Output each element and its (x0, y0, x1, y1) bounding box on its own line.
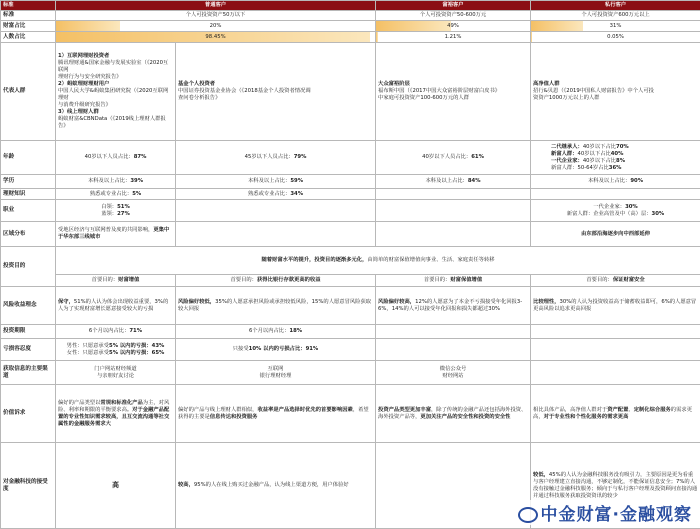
horizon-private (531, 325, 700, 339)
channel-item: 门户网站财经频道 (94, 365, 137, 372)
row-label-knowledge: 理财知识 (1, 189, 56, 200)
header-row (1, 1, 700, 11)
row-wealth-share (1, 21, 700, 32)
value-text: ，希望获得的主要是 (178, 406, 369, 420)
age-private-text: 40岁以下占比 (582, 143, 617, 150)
age-private-line (533, 165, 698, 172)
risk-ordinary-a (56, 287, 176, 325)
risk-private (531, 287, 700, 325)
channel-item: 互联网 (267, 365, 284, 372)
risk-ordinary-b (176, 287, 376, 325)
age-private-label: 新富人群： (551, 150, 578, 157)
occupation-affluent (376, 200, 531, 222)
row-label-occupation: 职业 (1, 200, 56, 222)
goal-summary (56, 247, 700, 275)
region-bold: 更集中于华东部三线城市 (58, 227, 170, 240)
goal-value: 保证财富安全 (612, 277, 645, 283)
occupation-text: 一代企业家： (593, 203, 626, 210)
goal-affluent (376, 275, 531, 287)
value-bold: 更加关注产品的安全性和投资的安全性 (420, 413, 511, 420)
row-value (1, 385, 700, 443)
edu-text: 本科及以上占比： (587, 178, 631, 184)
age-ordinary-a (56, 141, 176, 175)
loss-ordinary-a (56, 339, 176, 361)
rep-line: 腾讯理财通&国家金融与发展实验室（《2020互联网 (58, 60, 169, 73)
row-label-loss: 亏损容忍度 (1, 339, 56, 361)
occupation-value: 51% (117, 203, 130, 210)
goal-value: 获得比银行存款更高的收益 (256, 277, 321, 283)
rep-line: 高净值人群 (533, 81, 560, 87)
fintech-bold: 较低， (533, 471, 549, 478)
population-share-private (531, 32, 700, 43)
education-private (531, 175, 700, 189)
rep-line: 基金个人投资者 (178, 81, 216, 87)
rep-line: 中国证券投资基金业协会（《2018基金个人投资者情况调 (178, 88, 311, 94)
standard-ordinary: 个人可投资资产50万以下 (56, 11, 376, 21)
rep-line: 中家庭可投资资产100-600万元的人群 (378, 95, 470, 101)
occupation-line (533, 204, 698, 211)
loss-line (58, 343, 173, 350)
age-affluent (376, 141, 531, 175)
representative-affluent (376, 43, 531, 141)
rep-line: 中国人民大学&蚂蚁集团研究院（《2020互联网理财 (58, 88, 169, 101)
edu-value: 59% (290, 178, 304, 184)
goal-text: 首要目的： (230, 277, 257, 283)
representative-ordinary-a (56, 43, 176, 141)
value-text: 为主，对风险、利率和期限的平衡要求高。 (58, 399, 170, 413)
row-label-channel: 获取信息的主要渠道 (1, 361, 56, 385)
knowledge-value: 5% (132, 190, 142, 197)
channel-private (531, 361, 700, 385)
age-value: 61% (471, 154, 484, 160)
wealth-share-text-ordinary: 20% (209, 22, 222, 29)
value-affluent (376, 385, 531, 443)
horizon-ordinary-b (176, 325, 376, 339)
rep-line: 资资产1000万元以上的人群 (533, 95, 600, 101)
row-label-standard: 标准 (1, 11, 56, 21)
representative-private (531, 43, 700, 141)
age-text: 40岁以下人员占比： (422, 154, 472, 160)
population-share-text-affluent: 1.21% (444, 33, 462, 40)
row-occupation (1, 200, 700, 222)
row-goal (1, 247, 700, 275)
row-goal-detail (1, 275, 700, 287)
row-label-risk: 风险收益理念 (1, 287, 56, 325)
horizon-text: 6个月以内占比： (88, 328, 130, 334)
value-text: 偏好的产品类型以 (58, 399, 101, 406)
wealth-share-text-private: 31% (609, 22, 622, 29)
watermark (516, 500, 694, 525)
region-affluent (376, 222, 531, 247)
education-ordinary-a (56, 175, 176, 189)
wealth-share-private (531, 21, 700, 32)
risk-bold: 风险偏好较高， (378, 298, 416, 305)
population-share-ordinary (56, 32, 376, 43)
knowledge-private (531, 189, 700, 200)
channel-item: 微信公众号 (439, 365, 467, 372)
horizon-value: 18% (289, 328, 303, 334)
occupation-line (58, 204, 173, 211)
age-private-value: 8% (616, 157, 626, 164)
loss-affluent (376, 339, 531, 361)
occupation-value: 27% (117, 210, 130, 217)
fintech-bold: 较高， (178, 482, 194, 488)
horizon-affluent (376, 325, 531, 339)
value-ordinary-b (176, 385, 376, 443)
value-ordinary-a (56, 385, 176, 443)
age-private-line (533, 151, 698, 158)
row-label-goal: 投资目的 (1, 247, 56, 287)
value-text: 相比具体产品，高净值人群对于 (533, 406, 608, 413)
row-label-age: 年龄 (1, 141, 56, 175)
age-private-value: 70% (616, 143, 629, 150)
goal-ordinary-a (56, 275, 176, 287)
region-ordinary-b (176, 222, 376, 247)
occupation-private (531, 200, 700, 222)
risk-bold: 保守， (58, 298, 74, 305)
row-label-education: 学历 (1, 175, 56, 189)
age-private-label: 二代继承人： (551, 143, 583, 150)
loss-bold: 10% 以内的亏损占比： (248, 346, 306, 352)
occupation-text: 白领： (101, 203, 118, 210)
value-bold: 对于金融产品配置的专业性知识需求较高，且互交流沟通等社交属性的金融服务需求大 (58, 406, 170, 427)
rep-line: 查问卷分析报告》 (178, 95, 221, 101)
age-private-label: 一代企业家： (551, 157, 583, 164)
age-private-line (533, 158, 698, 165)
row-representative (1, 43, 700, 141)
horizon-text: 6个月以内占比： (248, 328, 290, 334)
region-private: 由东部沿海逐步向中西部延伸 (531, 222, 700, 247)
occupation-text: 新富人群：企业高管及中（高）层： (566, 210, 652, 217)
header-private: 私行客户 (531, 1, 700, 11)
knowledge-value: 34% (290, 190, 304, 197)
population-share-text-ordinary: 98.45% (205, 33, 226, 40)
header-ordinary: 普通客户 (56, 1, 376, 11)
value-bold: 定制化综合服务 (633, 406, 671, 413)
rep-line: 与消费升级研究报告》 (58, 102, 111, 108)
loss-ordinary-b (176, 339, 376, 361)
rep-line: 1）互联网理财投资者 (58, 53, 110, 59)
occupation-ordinary-b (176, 200, 376, 222)
channel-affluent (376, 361, 531, 385)
goal-text: 首要目的： (91, 277, 119, 283)
channel-ordinary-b (176, 361, 376, 385)
row-label-population-share: 人数占比 (1, 32, 56, 43)
value-bold: 信息传达和投资服务 (209, 413, 258, 420)
row-age (1, 141, 700, 175)
rep-line: 3）线上理财人群 (58, 109, 99, 115)
age-private-value: 40% (610, 150, 624, 157)
age-private-line (533, 144, 698, 151)
value-bold: 对于专业性和个性化服务的需求更高 (543, 413, 629, 420)
fintech-ordinary-a: 高 (56, 443, 176, 529)
row-risk (1, 287, 700, 325)
edu-text: 本科及以上占比： (87, 178, 131, 184)
watermark-text: 中金财富·金融观察 (540, 505, 692, 525)
rep-line: 蚂蚁财富&CBNData（《2019线上理财人群报告》 (58, 116, 166, 129)
age-value: 79% (293, 154, 307, 160)
occupation-text: 蓝领： (101, 210, 118, 217)
row-standard (1, 11, 700, 21)
value-bold: 投资产品类型更加丰富 (378, 406, 431, 413)
goal-text: 首要目的： (586, 277, 613, 283)
row-channel (1, 361, 700, 385)
rep-line: 招行&贝恩（《2019中国私人财富报告》中个人可投 (533, 88, 654, 94)
channel-item: 与亲朋好友讨论 (96, 372, 135, 379)
loss-private (531, 339, 700, 361)
knowledge-ordinary-b (176, 189, 376, 200)
row-education (1, 175, 700, 189)
population-share-affluent (376, 32, 531, 43)
risk-text: 12%的人愿意为了本金不亏损接受年化回报3-6%，14%的人可以接受年化回报和损失都超过30% (378, 298, 523, 312)
row-label-fintech: 对金融科技的接受度 (1, 443, 56, 529)
wechat-icon (518, 507, 538, 523)
horizon-ordinary-a (56, 325, 176, 339)
edu-value: 90% (630, 178, 644, 184)
region-ordinary-a (56, 222, 176, 247)
edu-text: 本科及以上占比： (425, 178, 468, 184)
channel-item: 银行理财经理 (259, 372, 292, 379)
fintech-text: 95%的人在线上购买过金融产品，认为线上渠道方便，用户体验好 (193, 482, 349, 488)
loss-bold: 5% 以内的亏损： (109, 342, 152, 349)
value-text: 偏好的产品与线上理财人群相似， (178, 406, 258, 413)
occupation-value: 30% (625, 203, 638, 210)
risk-text: 35%的人愿意承担风险或承担较低风险，15%的人愿意冒风险获取较大回报 (178, 298, 372, 312)
fintech-ordinary-b (176, 443, 376, 529)
risk-bold: 风险偏好较低， (178, 298, 216, 305)
age-private-value: 36% (608, 164, 622, 171)
row-region (1, 222, 700, 247)
risk-affluent (376, 287, 531, 325)
fintech-text: 45%的人认为金融科技服务没有吸引力，主要原因是更为看重与客户经理建立直接沟通，不够定制化，不能保证信息安全；7%的人没有接触过金融科技服务；倾向于与私行客户经理及投资顾问直接沟通并通过科技服务获取投资资讯的较少 (533, 471, 698, 499)
row-horizon (1, 325, 700, 339)
row-label-horizon: 投资期限 (1, 325, 56, 339)
loss-line (58, 350, 173, 357)
wealth-share-text-affluent: 49% (447, 22, 459, 29)
loss-bold: 5% 以内的亏损： (109, 349, 152, 356)
occupation-line (58, 211, 173, 218)
representative-ordinary-b (176, 43, 376, 141)
row-label-region: 区域分布 (1, 222, 56, 247)
value-bold: 收益率是产品选择时优先的首要影响因素 (257, 406, 353, 413)
value-bold: 资产配置 (607, 406, 629, 413)
goal-summary-text: 由简单的财富保值增值向事业、生活、家庭责任等转移 (367, 257, 495, 263)
row-population-share (1, 32, 700, 43)
risk-text: 30%的人认为投资收益高于储蓄收益即可，6%的人愿意冒更高风险以追求更高回报 (533, 298, 697, 312)
edu-text: 本科及以上占比： (247, 178, 291, 184)
loss-value: 65% (151, 349, 165, 356)
loss-text: 只接受 (232, 346, 249, 352)
loss-text: 女性：只愿意承受 (66, 349, 110, 356)
channel-ordinary-a (56, 361, 176, 385)
header-corner: 标准 (1, 1, 56, 11)
age-text: 45岁以下人员占比： (244, 154, 294, 160)
edu-value: 84% (467, 178, 481, 184)
education-ordinary-b (176, 175, 376, 189)
age-ordinary-b (176, 141, 376, 175)
age-private (531, 141, 700, 175)
value-private (531, 385, 700, 443)
row-label-wealth-share: 财富占比 (1, 21, 56, 32)
region-text: 受地区经济与互联网普及度的共同影响， (58, 227, 154, 233)
wealth-share-ordinary (56, 21, 376, 32)
value-text: 、 (628, 406, 634, 413)
knowledge-text: 熟悉或专业占比： (89, 190, 133, 197)
rep-line: 理财行为与安全研究报告》 (58, 74, 122, 80)
goal-text: 首要目的： (423, 277, 451, 283)
edu-value: 39% (130, 178, 144, 184)
knowledge-ordinary-a (56, 189, 176, 200)
rep-line: 2）蚂蚁理财理财用户 (58, 81, 110, 87)
goal-value: 财富保值增值 (450, 277, 483, 283)
occupation-ordinary-a (56, 200, 176, 222)
horizon-value: 71% (129, 328, 143, 334)
standard-private: 个人可投资资产600万元以上 (531, 11, 700, 21)
goal-summary-bold: 随着财富水平的提升，投资目的逐渐多元化， (261, 257, 368, 263)
age-text: 40岁以下人员占比： (84, 154, 134, 160)
value-bold: 常规和标准化产品 (100, 399, 143, 406)
channel-item: 财经网站 (442, 372, 464, 379)
row-label-representative: 代表人群 (1, 43, 56, 141)
education-affluent (376, 175, 531, 189)
value-text: ，除了传统的金融产品还包括海外投资、海外投资产品等， (378, 406, 527, 420)
goal-ordinary-b (176, 275, 376, 287)
row-label-value: 价值诉求 (1, 385, 56, 443)
rep-line: 福布斯中国（《2017中国大众富裕阶层财富白皮书》 (378, 88, 501, 94)
header-affluent: 富裕客户 (376, 1, 531, 11)
population-share-text-private: 0.05% (607, 33, 624, 40)
goal-private (531, 275, 700, 287)
knowledge-text: 熟悉或专业占比： (247, 190, 291, 197)
fintech-affluent (376, 443, 531, 529)
risk-text: 51%的人认为体会出现收益重要，3%的人为了实现财富增长愿意接受较大的亏损 (58, 298, 169, 312)
loss-text: 男性：只愿意承受 (66, 342, 110, 349)
loss-value: 91% (305, 346, 319, 352)
age-value: 87% (133, 154, 147, 160)
age-private-text: 新富人群：50-64岁占比 (551, 164, 609, 171)
value-text: 的需求更高， (533, 406, 692, 420)
row-loss (1, 339, 700, 361)
knowledge-affluent (376, 189, 531, 200)
age-private-text: 40岁以下占比 (582, 157, 617, 164)
wealth-share-affluent (376, 21, 531, 32)
goal-value: 财富增值 (118, 277, 140, 283)
rep-line: 大众富裕阶层 (378, 81, 410, 87)
occupation-value: 30% (651, 210, 665, 217)
row-knowledge (1, 189, 700, 200)
standard-affluent: 个人可投资资产50-600万元 (376, 11, 531, 21)
risk-bold: 比较理性， (533, 298, 560, 305)
occupation-line (533, 211, 698, 218)
loss-value: 43% (151, 342, 165, 349)
age-private-text: 40岁以下占比 (577, 150, 611, 157)
